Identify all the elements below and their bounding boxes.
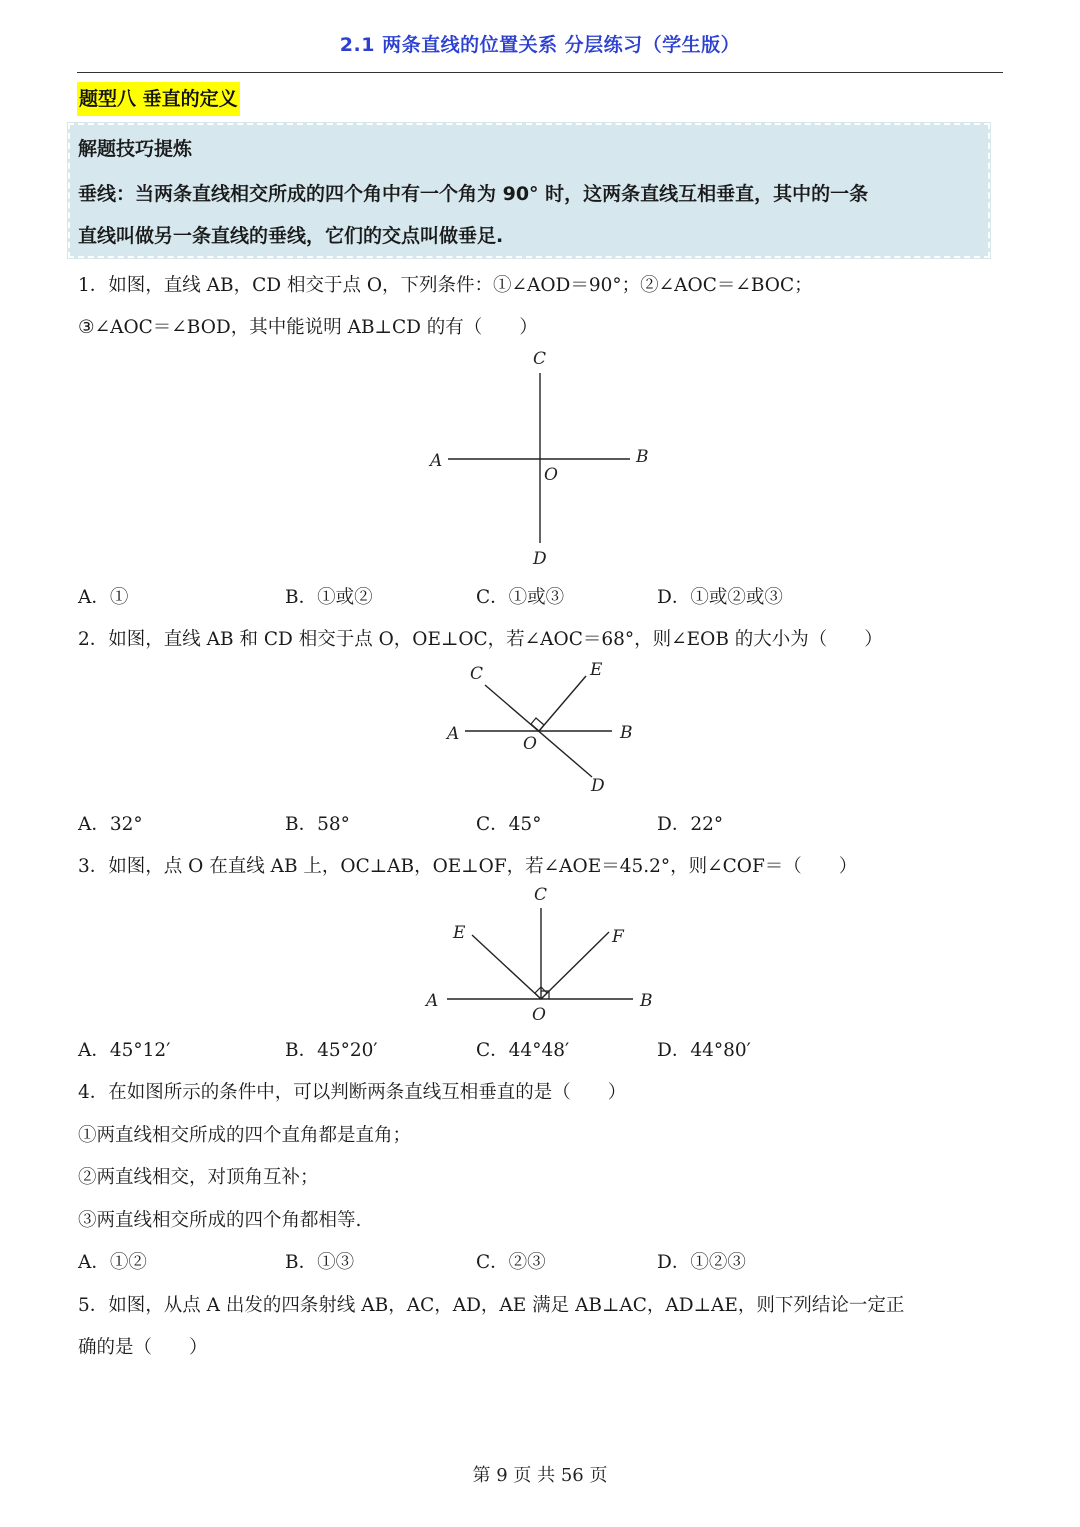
q1-label-b: B — [636, 447, 649, 467]
q3-option-b: B．45°20′ — [285, 1040, 378, 1061]
q2-label-b: B — [620, 723, 633, 743]
q1-label-d: D — [533, 549, 547, 569]
q3-option-c: C．44°48′ — [476, 1040, 570, 1061]
q3-option-d: D．44°80′ — [657, 1040, 751, 1061]
q4-line-4: ③两直线相交所成的四个角都相等. — [78, 1210, 362, 1231]
q2-label-e: E — [590, 660, 603, 680]
q3-line-1: 3．如图，点 O 在直线 AB 上，OC⊥AB，OE⊥OF，若∠AOE＝45.2°，则∠COF＝（ ） — [78, 856, 858, 877]
q3-label-a: A — [426, 991, 439, 1011]
q2-ray-oe — [539, 676, 586, 731]
q2-label-d: D — [591, 776, 605, 796]
q1-line-1: 1．如图，直线 AB，CD 相交于点 O，下列条件：①∠AOD＝90°；②∠AOC＝∠BOC； — [78, 275, 813, 296]
header-divider — [77, 72, 1003, 73]
q1-option-c: C．①或③ — [476, 587, 565, 608]
q4-option-a: A．①② — [78, 1252, 147, 1273]
q3-ray-of — [541, 932, 609, 999]
q4-option-c: C．②③ — [476, 1252, 546, 1273]
section-tag: 题型八 垂直的定义 — [77, 82, 240, 116]
q2-figure — [440, 655, 640, 800]
q4-line-2: ①两直线相交所成的四个直角都是直角； — [78, 1125, 412, 1146]
q5-line-1: 5．如图，从点 A 出发的四条射线 AB，AC，AD，AE 满足 AB⊥AC，AD⊥AE，则下列结论一定正 — [78, 1295, 905, 1316]
q1-figure — [420, 343, 670, 573]
q1-option-d: D．①或②或③ — [657, 587, 783, 608]
q5-line-2: 确的是（ ） — [78, 1337, 208, 1358]
q3-option-a: A．45°12′ — [78, 1040, 171, 1061]
q2-line-1: 2．如图，直线 AB 和 CD 相交于点 O，OE⊥OC，若∠AOC＝68°，则∠EOB 的大小为（ ） — [78, 629, 883, 650]
q1-label-o: O — [544, 465, 558, 485]
q1-option-a: A．① — [78, 587, 129, 608]
q2-label-o: O — [523, 734, 537, 754]
q3-label-f: F — [612, 927, 624, 947]
q3-ray-oe — [472, 935, 541, 999]
page-footer: 第 9 页 共 56 页 — [472, 1465, 608, 1486]
tips-line-1: 垂线：当两条直线相交所成的四个角中有一个角为 90° 时，这两条直线互相垂直，其中的一条 — [78, 183, 869, 205]
q2-option-a: A．32° — [78, 814, 143, 835]
tips-heading: 解题技巧提炼 — [78, 138, 193, 160]
q2-option-b: B．58° — [285, 814, 350, 835]
q3-label-o: O — [532, 1005, 546, 1025]
q2-option-d: D．22° — [657, 814, 724, 835]
q4-line-3: ②两直线相交，对顶角互补； — [78, 1167, 319, 1188]
tips-line-2: 直线叫做另一条直线的垂线，它们的交点叫做垂足. — [78, 225, 504, 247]
q1-label-c: C — [533, 349, 547, 369]
q2-label-c: C — [470, 664, 484, 684]
q2-right-angle-mark — [531, 718, 544, 731]
q1-line-2: ③∠AOC＝∠BOD，其中能说明 AB⊥CD 的有（ ） — [78, 317, 538, 338]
q3-label-b: B — [640, 991, 653, 1011]
q1-label-a: A — [430, 451, 443, 471]
q3-label-c: C — [534, 885, 548, 905]
q3-label-e: E — [453, 923, 466, 943]
page-header-title: 2.1 两条直线的位置关系 分层练习（学生版） — [339, 34, 741, 56]
q4-line-1: 4．在如图所示的条件中，可以判断两条直线互相垂直的是（ ） — [78, 1082, 627, 1103]
q4-option-d: D．①②③ — [657, 1252, 746, 1273]
q4-option-b: B．①③ — [285, 1252, 355, 1273]
q2-label-a: A — [447, 724, 460, 744]
q3-figure — [420, 880, 670, 1030]
q1-option-b: B．①或② — [285, 587, 373, 608]
q2-option-c: C．45° — [476, 814, 542, 835]
